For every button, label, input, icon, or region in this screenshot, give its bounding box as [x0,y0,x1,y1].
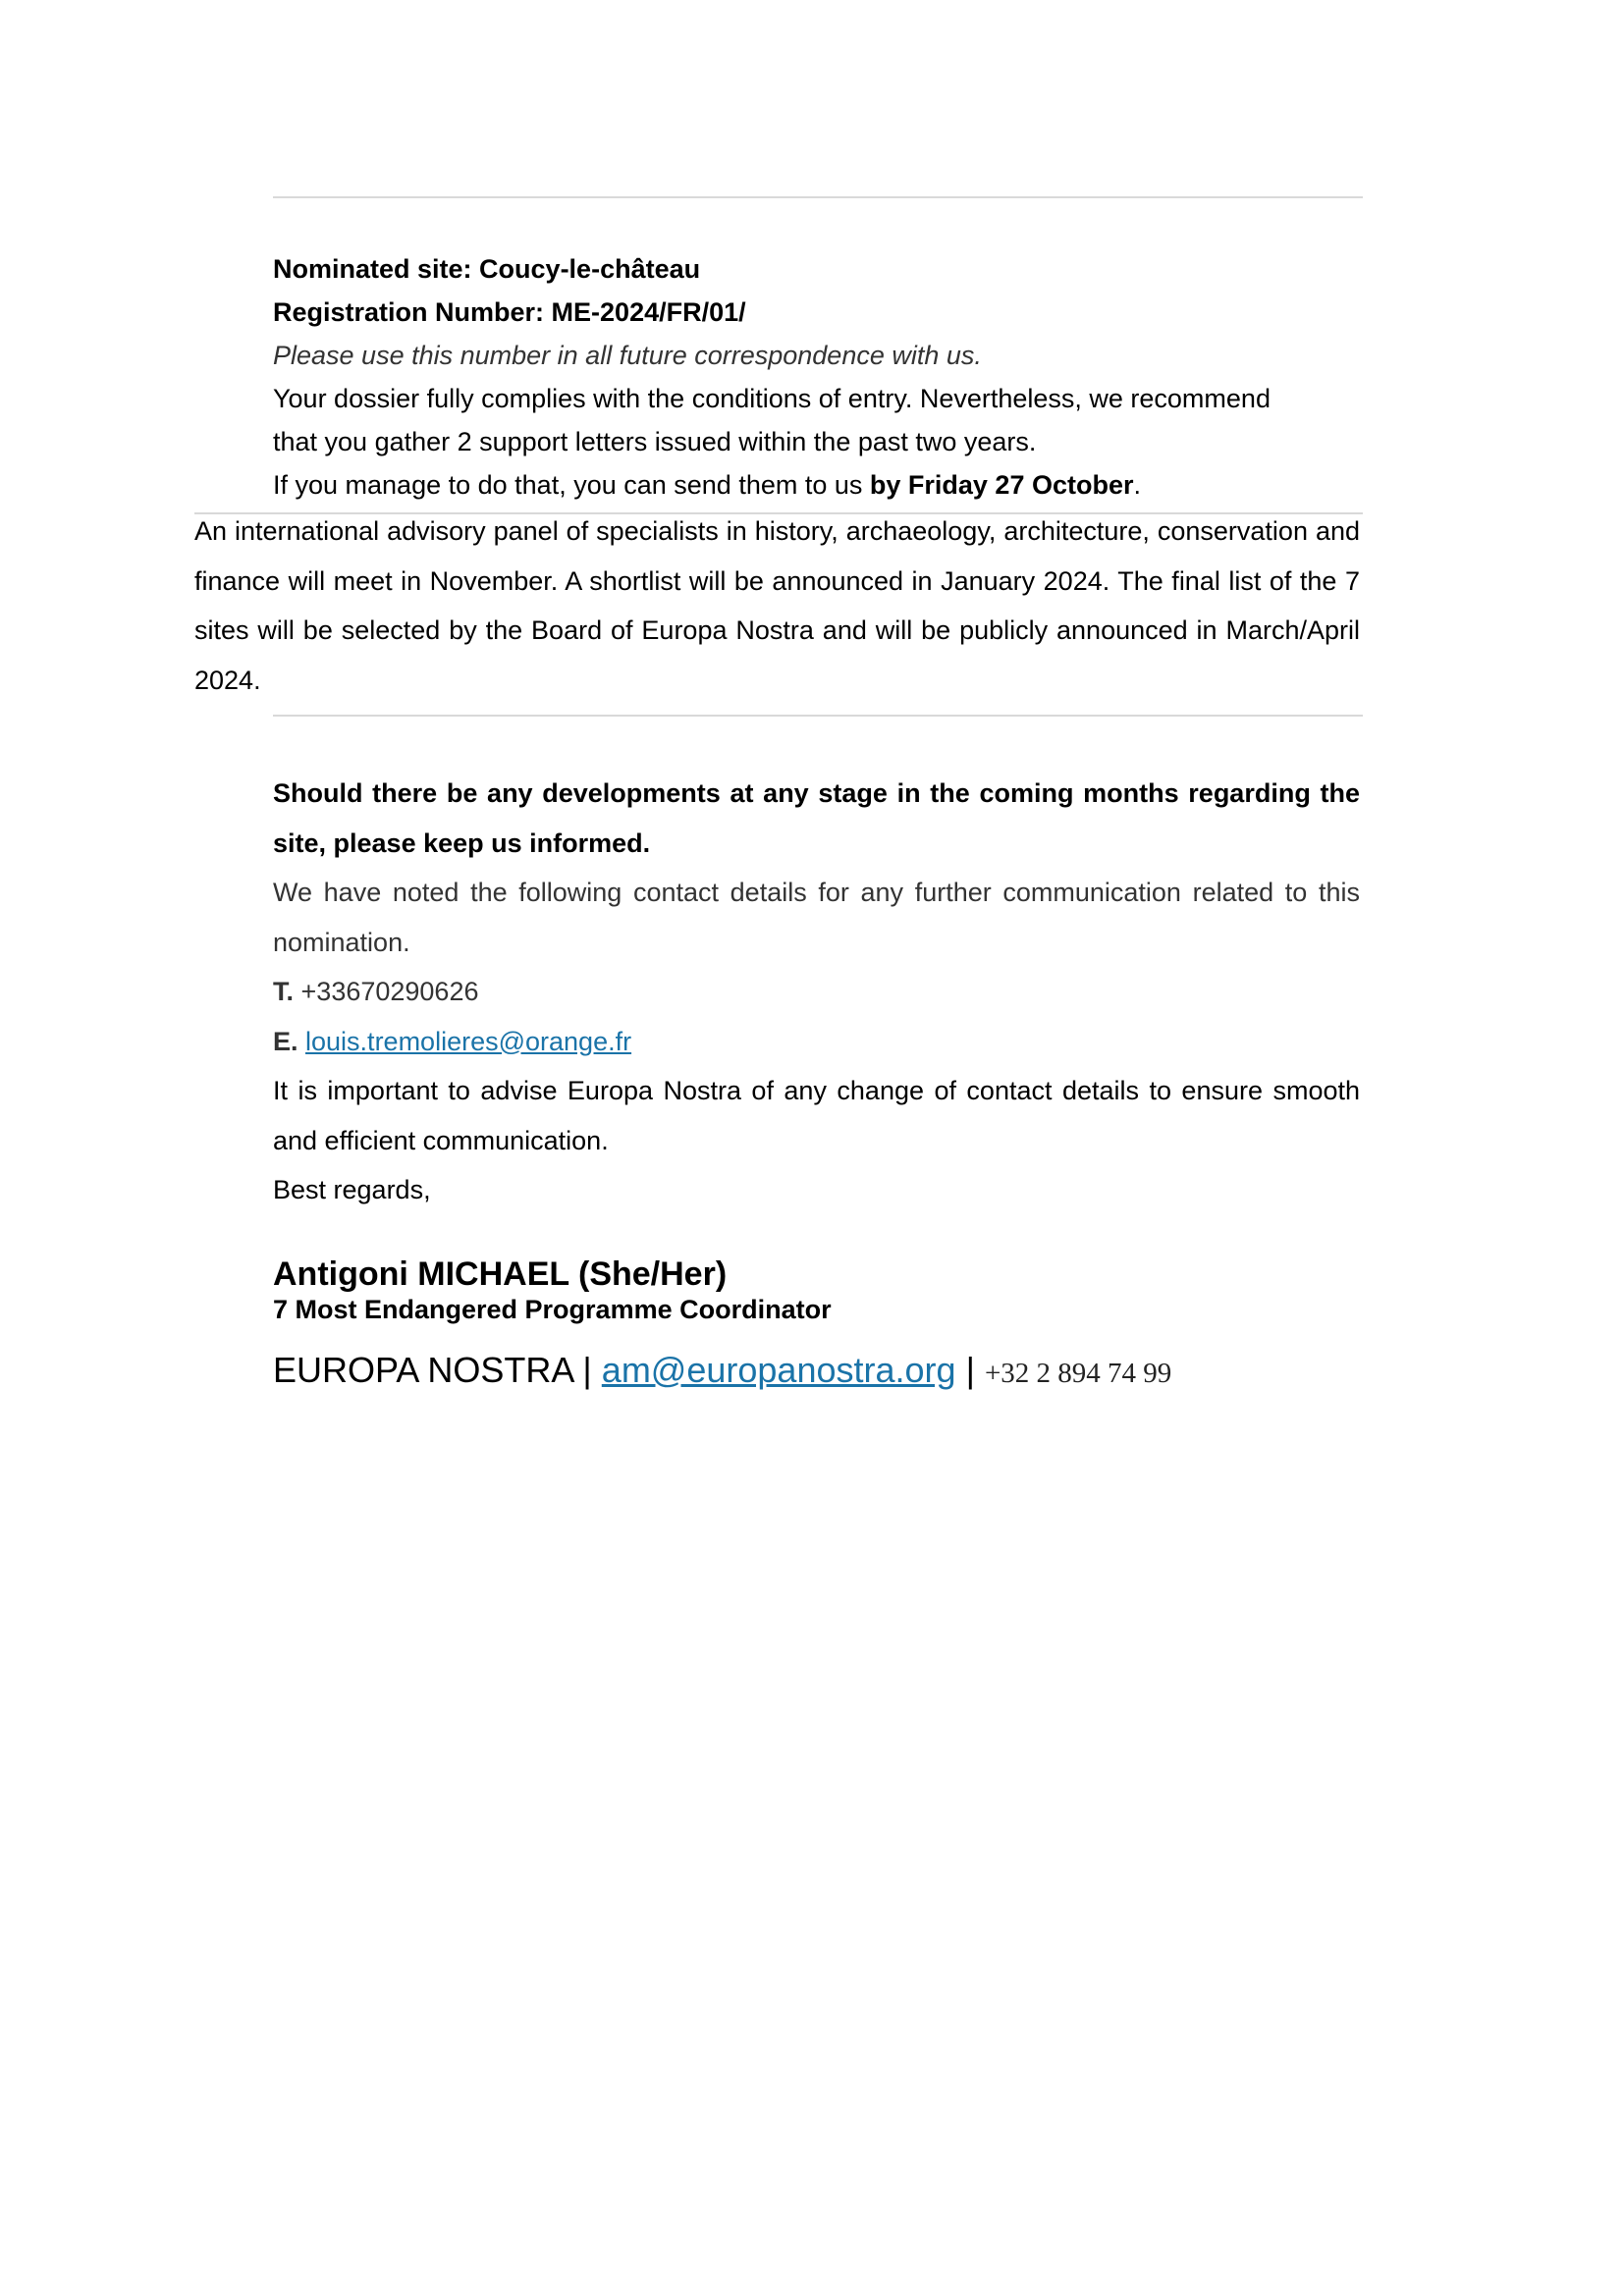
panel-section [194,507,1360,705]
phone-label: T. [273,977,295,1006]
top-divider [273,196,1363,198]
compliance-text-line-2: that you gather 2 support letters issued within the past two years. [273,427,1037,456]
nomination-section [273,247,1361,507]
closing-line: Best regards, [273,1175,431,1204]
registration-note: Please use this number in all future correspondence with us. [273,341,982,370]
nominated-site-value: Coucy-le-château [479,254,701,284]
signatory-name: Antigoni MICHAEL (She/Her) [273,1255,728,1293]
signatory-title: 7 Most Endangered Programme Coordinator [273,1295,832,1324]
deadline-line [273,463,1361,507]
developments-request: Should there be any developments at any stage in the coming months regarding the site, please keep us informed. [273,778,1360,858]
registration-line [273,291,1361,334]
contact-section [273,769,1360,1215]
signature-org-line [273,1349,1361,1395]
compliance-text-line-1: Your dossier fully complies with the conditions of entry. Nevertheless, we recommend [273,384,1271,413]
panel-paragraph: An international advisory panel of specialists in history, archaeology, architecture, conservation and finance will meet in November. A shortlist will be announced in January 2024. The final list of the 7 sites will be selected by the Board of Europa Nostra and will be publicly announced in March/April 2024. [194,516,1360,695]
deadline-date: by Friday 27 October [869,470,1134,500]
deadline-suffix: . [1133,470,1141,500]
nominated-site-label: Nominated site: [273,254,472,284]
nominated-site-line [273,247,1361,291]
signature-block [273,1255,1361,1395]
separator: | [582,1350,592,1390]
separator: | [965,1350,975,1390]
contact-email-link[interactable]: louis.tremolieres@orange.fr [305,1026,632,1056]
deadline-prefix: If you manage to do that, you can send them to us [273,470,870,500]
contact-details-note: We have noted the following contact details for any further communication related to this nomination. [273,878,1360,957]
registration-number: ME-2024/FR/01/ [551,297,746,327]
advise-paragraph: It is important to advise Europa Nostra of any change of contact details to ensure smooth and efficient communication. [273,1076,1360,1155]
signature-phone: +32 2 894 74 99 [984,1358,1172,1389]
registration-label: Registration Number: [273,297,545,327]
panel-bottom-divider [273,715,1363,717]
signature-email-link[interactable]: am@europanostra.org [601,1350,956,1390]
phone-value: +33670290626 [300,977,479,1006]
organization-name: EUROPA NOSTRA [273,1350,573,1390]
email-label: E. [273,1026,298,1056]
contact-phone-line [273,967,1360,1017]
contact-email-line [273,1017,1360,1067]
